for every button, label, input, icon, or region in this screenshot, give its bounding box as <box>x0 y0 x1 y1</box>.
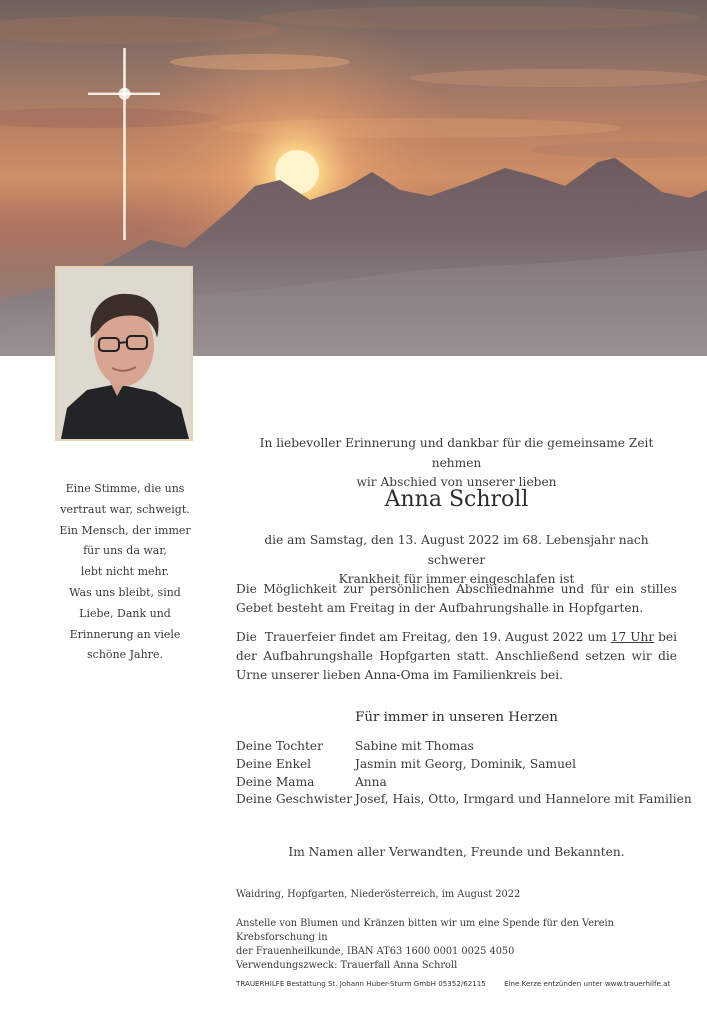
family-names: Anna <box>355 774 387 789</box>
death-line: Krankheit für immer eingeschlafen ist <box>338 572 575 586</box>
ceremony-time: 17 Uhr <box>610 630 655 644</box>
farewell-paragraph: Die Möglichkeit zur persönlichen Abschiednahme und für ein stilles Gebet besteht am Freitag in der Aufbahrungshalle in Hopfgarten. <box>236 582 677 615</box>
family-row <box>236 738 692 756</box>
donation-line: Verwendungszweck: Trauerfall Anna Schroll <box>236 960 458 971</box>
poem-line: schöne Jahre. <box>87 648 163 662</box>
family-row <box>236 756 692 774</box>
family-role: Deine Enkel <box>236 756 312 771</box>
family-role: Deine Tochter <box>236 739 323 753</box>
poem-line: vertraut war, schweigt. <box>60 502 190 516</box>
hearts-heading: Für immer in unseren Herzen <box>355 710 558 725</box>
deceased-name: Anna Schroll <box>384 487 529 512</box>
donation-note <box>236 917 677 973</box>
poem-line: lebt nicht mehr. <box>80 565 170 579</box>
family-list <box>236 738 692 809</box>
family-names: Josef, Hais, Otto, Irmgard und Hannelore mit Familien <box>355 792 692 807</box>
ceremony-text: Die Trauerfeier findet am Freitag, den 19. August 2022 um <box>236 630 611 644</box>
footer <box>236 979 670 988</box>
family-role: Deine Geschwister <box>236 792 353 807</box>
poem-line: Erinnerung an viele <box>69 627 181 641</box>
intro-line: wir Abschied von unserer lieben <box>356 475 557 489</box>
death-line: die am Samstag, den 13. August 2022 im 68. Lebensjahr nach schwerer <box>264 533 649 567</box>
footer-candle-link[interactable]: Eine Kerze entzünden unter www.trauerhilfe.at <box>504 979 671 988</box>
poem-line: Eine Stimme, die uns <box>65 482 185 495</box>
family-row <box>236 791 692 809</box>
portrait-photo <box>57 268 191 439</box>
closing-line: Im Namen aller Verwandten, Freunde und Bekannten. <box>288 845 625 859</box>
memorial-poem <box>40 479 210 666</box>
poem-line: Liebe, Dank und <box>79 606 171 620</box>
poem-line: Was uns bleibt, sind <box>69 585 181 599</box>
intro-line: In liebevoller Erinnerung und dankbar für die gemeinsame Zeit nehmen <box>259 436 654 470</box>
family-role: Deine Mama <box>236 774 315 789</box>
intro-text <box>236 434 677 493</box>
ceremony-text: bei der Aufbahrungshalle Hopfgarten statt. Anschließend setzen wir die Urne unserer lieben Anna-Oma im Familienkreis bei. <box>236 630 677 682</box>
family-names: Jasmin mit Georg, Dominik, Samuel <box>355 756 577 771</box>
donation-line: Anstelle von Blumen und Kränzen bitten wir um eine Spende für den Verein Krebsforschung in <box>236 918 614 943</box>
family-row <box>236 774 692 792</box>
donation-line: der Frauenheilkunde, IBAN AT63 1600 0001 0025 4050 <box>236 946 515 957</box>
family-names: Sabine mit Thomas <box>355 739 474 753</box>
place-date: Waidring, Hopfgarten, Niederösterreich, im August 2022 <box>236 889 521 900</box>
poem-line: Ein Mensch, der immer <box>59 523 191 537</box>
poem-line: für uns da war, <box>83 544 167 558</box>
footer-company: TRAUERHILFE Bestattung St. Johann Huber-Sturm GmbH 05352/62115 <box>236 979 486 988</box>
ceremony-paragraph <box>236 628 677 685</box>
